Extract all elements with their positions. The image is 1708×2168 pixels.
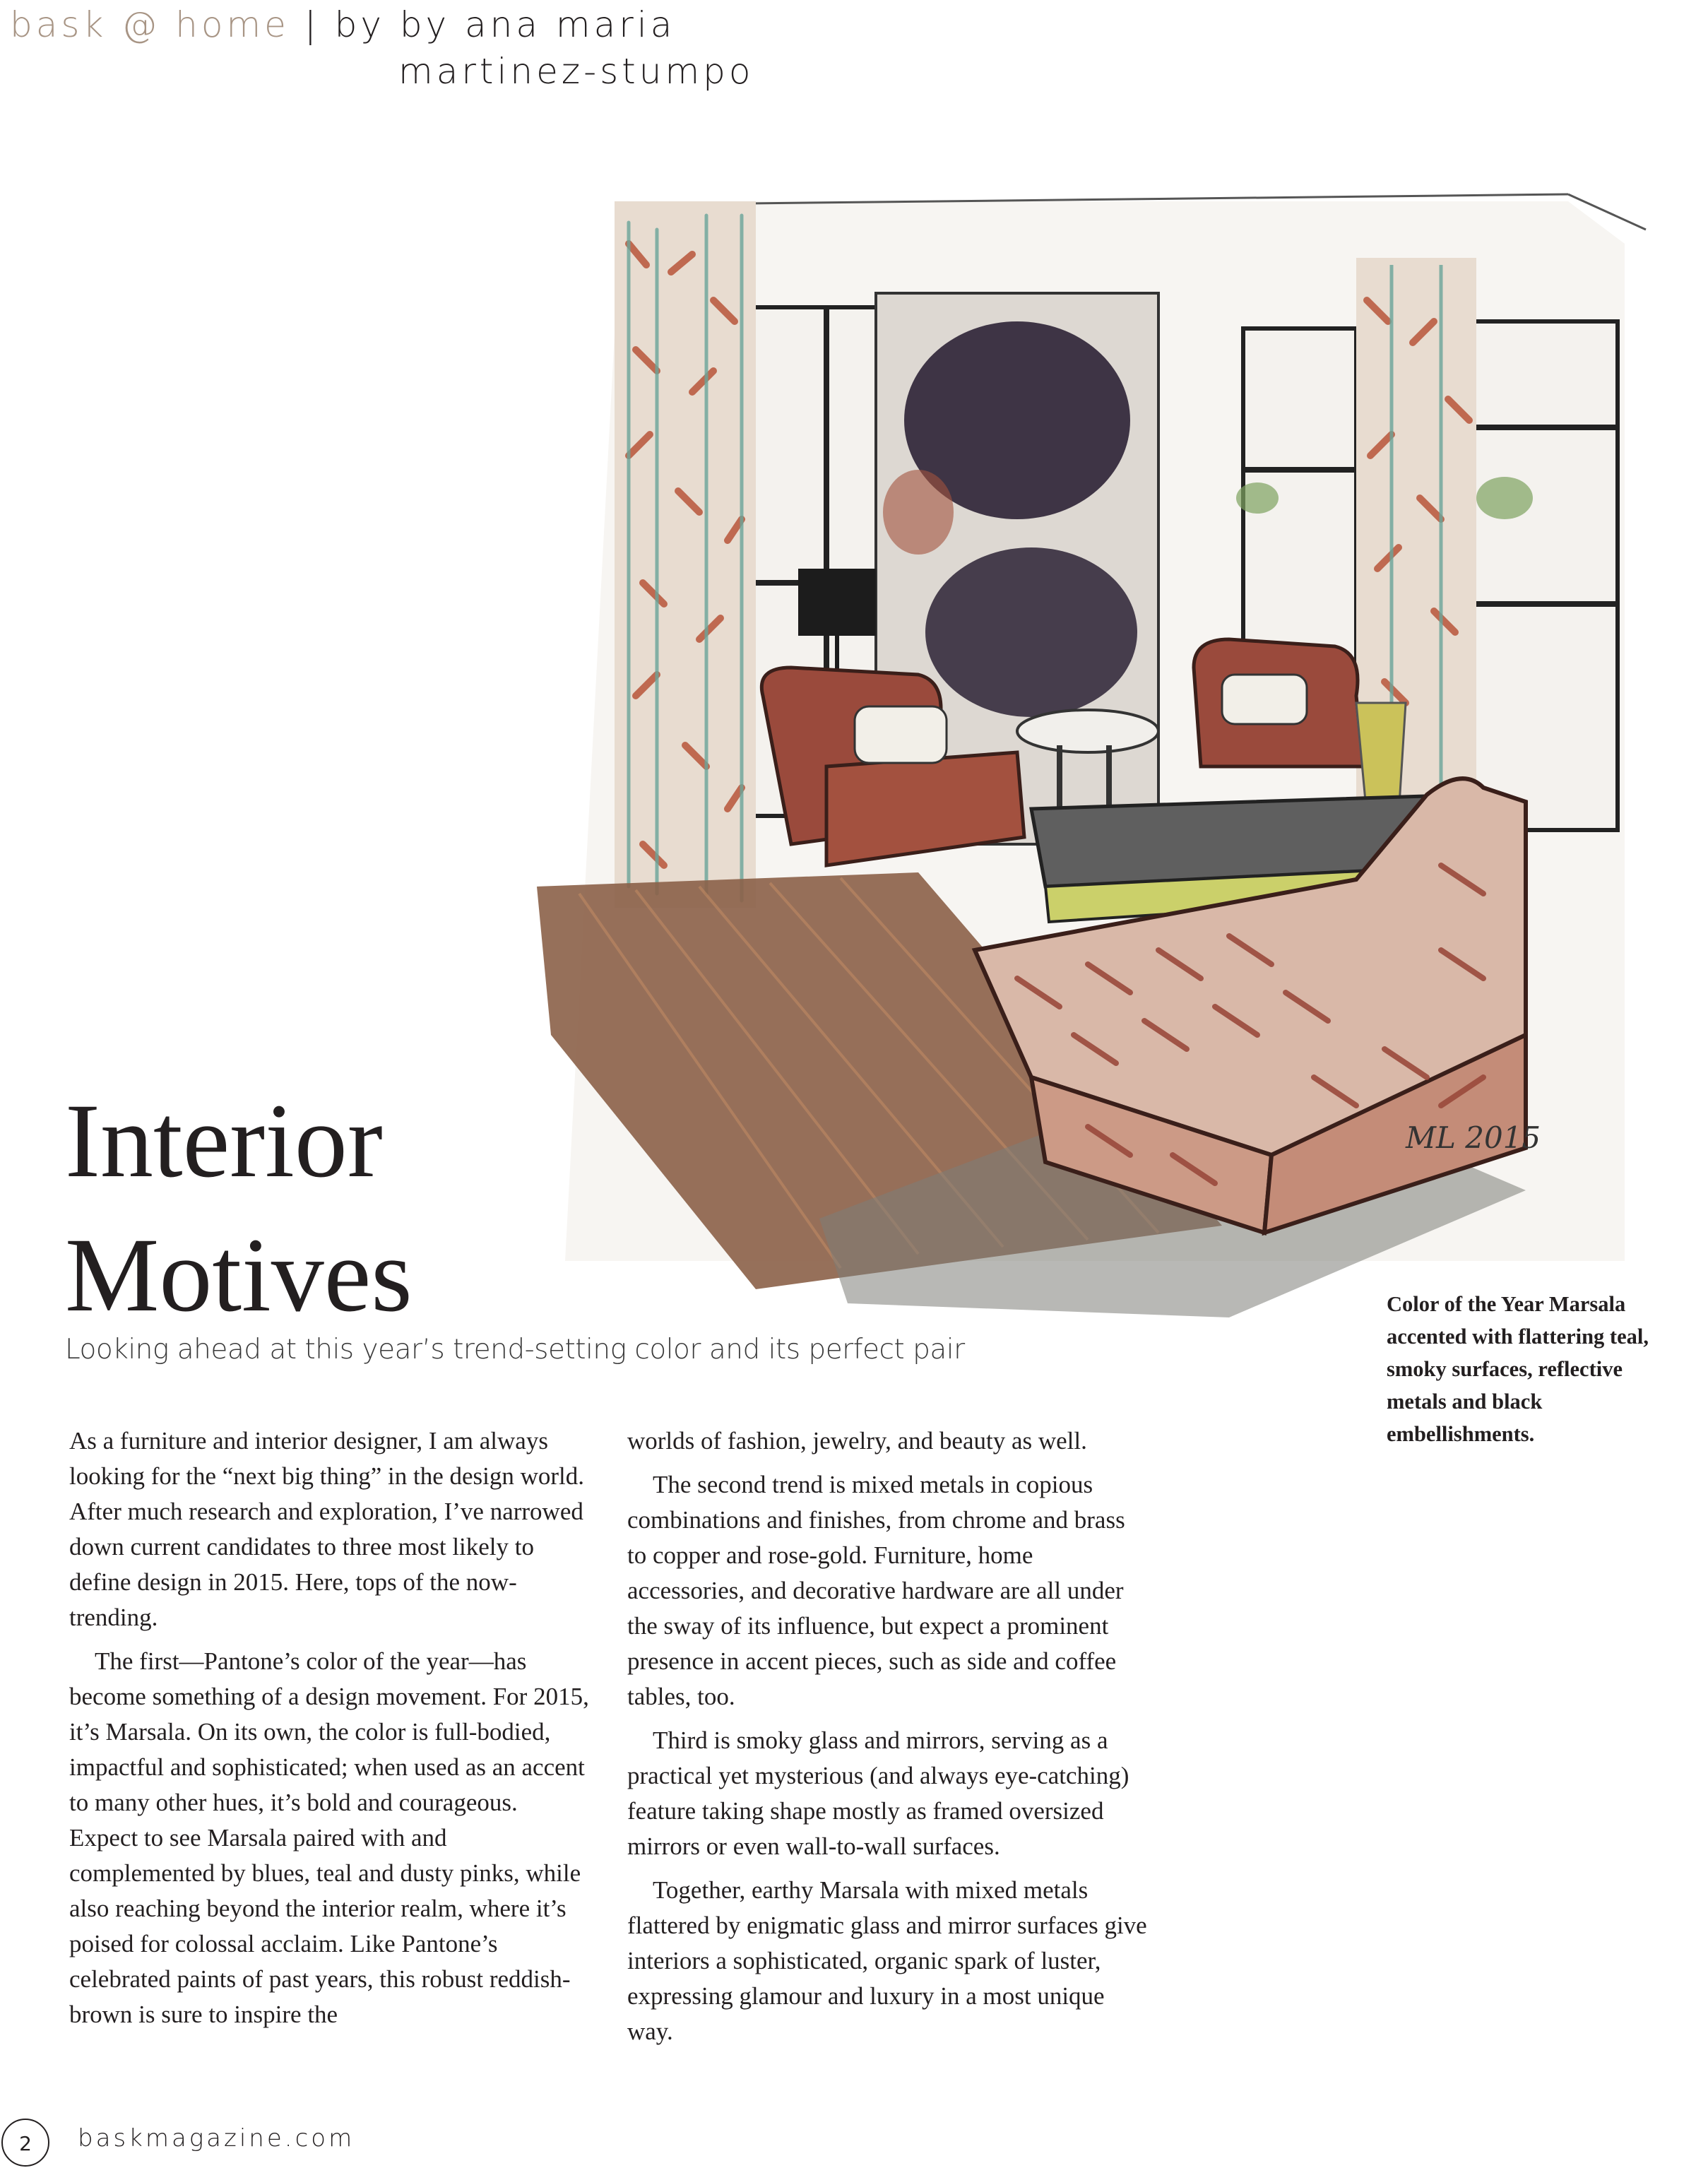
page-footer — [0, 2116, 424, 2165]
header-separator: | — [304, 4, 320, 45]
article-column-2 — [627, 1423, 1150, 2058]
section-label: bask @ home — [10, 4, 290, 45]
byline-line2: martinez-stumpo — [398, 51, 754, 92]
title-line1: Interior — [65, 1082, 383, 1199]
paragraph: Together, earthy Marsala with mixed metals flattered by enigmatic glass and mirror surfaces give interiors a sophisticated, organic spark of luster, expressing glamour and luxury in a most unique way. — [627, 1876, 1147, 2045]
paragraph: The second trend is mixed metals in copious combinations and finishes, from chrome and brass to copper and rose-gold. Furniture, home accessories, and decorative hardware are all under the sway of its influence, but expect a prominent presence in accent pieces, such as side and coffee tables, too. — [627, 1471, 1125, 1710]
page-header — [10, 1, 858, 95]
page-number: 2 — [1, 2119, 49, 2167]
paragraph: As a furniture and interior designer, I am always looking for the “next big thing” in the design world. After much research and exploration, I’ve narrowed down current candidates to three most likely to define design in 2015. Here, tops of the now-trending. — [69, 1427, 585, 1631]
article-title — [65, 1074, 413, 1342]
byline-line1: by by ana maria — [334, 4, 676, 45]
paragraph: Third is smoky glass and mirrors, serving as a practical yet mysterious (and always eye-catching) feature taking shape mostly as framed oversized mirrors or even wall-to-wall surfaces. — [627, 1726, 1129, 1860]
interior-sketch-illustration — [523, 187, 1681, 1413]
title-line2: Motives — [65, 1216, 413, 1334]
paragraph: worlds of fashion, jewelry, and beauty as well. — [627, 1427, 1087, 1455]
artist-signature: ML 2015 — [1406, 1120, 1541, 1155]
paragraph: The first—Pantone’s color of the year—has become something of a design movement. For 2015, it’s Marsala. On its own, the color is full-bodied, impactful and sophisticated; when used as an accent to many other hues, it’s bold and courageous. Expect to see Marsala paired with and complemented by blues, teal and dusty pinks, while also reaching beyond the interior realm, where it’s poised for colossal acclaim. Like Pantone’s celebrated paints of past years, this robust reddish-brown is sure to inspire the — [69, 1647, 589, 2028]
image-caption: Color of the Year Marsala accented with flattering teal, smoky surfaces, reflective metals and black embellishments. — [1387, 1292, 1649, 1446]
article-column-1 — [69, 1423, 592, 2041]
website-link[interactable]: baskmagazine.com — [78, 2124, 355, 2152]
article-subtitle: Looking ahead at this year’s trend-setting color and its perfect pair — [65, 1334, 965, 1366]
